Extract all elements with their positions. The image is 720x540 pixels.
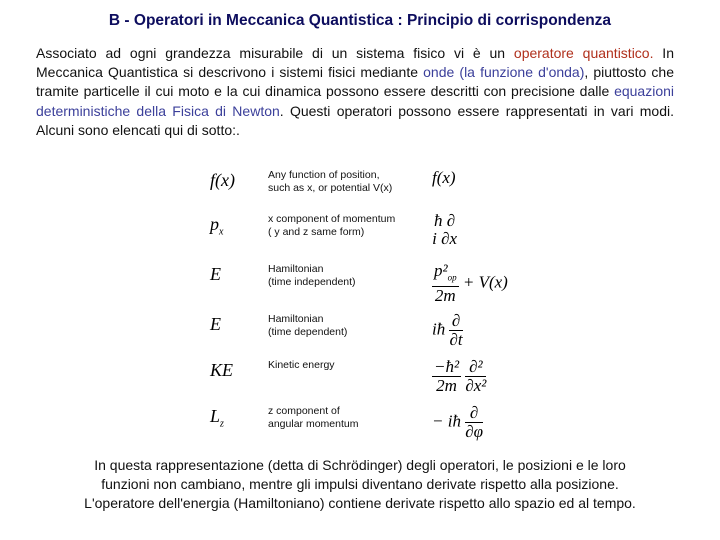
table-row	[204, 312, 504, 358]
operator-table	[204, 168, 508, 444]
symbol: E	[210, 264, 221, 284]
intro-text-3: , piuttosto che tramite particelle il cui moto e la cui dinamica possono essere descritti con precisione dalle	[36, 64, 674, 100]
operator	[432, 358, 512, 395]
operator	[432, 262, 512, 305]
table-row	[204, 358, 504, 404]
fraction	[432, 212, 457, 248]
symbol-subscript: z	[220, 418, 224, 430]
symbol-subscript: x	[219, 226, 224, 238]
denominator: ∂φ	[465, 422, 484, 441]
numerator: ħ ∂	[434, 211, 456, 230]
symbol	[210, 406, 260, 430]
description-line: Kinetic energy	[268, 359, 335, 371]
description	[268, 405, 420, 431]
highlight-newton-equations: equazioni deterministiche della Fisica di Newton	[36, 83, 674, 119]
description	[268, 263, 420, 289]
prefactor: − iħ	[432, 411, 461, 431]
potential-term: + V(x)	[462, 272, 508, 292]
symbol: KE	[210, 360, 234, 380]
fraction	[465, 404, 483, 441]
description-line: Hamiltonian	[268, 263, 324, 275]
denominator: 2m	[434, 286, 456, 306]
description-line: ( y and z same form)	[268, 226, 365, 238]
footer-line: funzioni non cambiano, mentre gli impulsi diventano derivate rispetto alla posizione.	[101, 476, 619, 492]
numerator: ∂²	[465, 358, 486, 377]
description	[268, 213, 420, 239]
prefactor: iħ	[432, 319, 446, 339]
operator: f(x)	[432, 168, 456, 187]
description-line: (time dependent)	[268, 326, 348, 338]
description-line: angular momentum	[268, 418, 359, 430]
fraction	[432, 358, 461, 395]
highlight-wave-function: (la funzione d'onda)	[459, 64, 585, 81]
intro-paragraph	[36, 44, 674, 140]
table-row	[204, 212, 504, 258]
description-line: x component of momentum	[268, 213, 396, 225]
table-row	[204, 404, 504, 450]
description	[268, 169, 420, 195]
denominator: 2m	[436, 376, 457, 395]
highlight-quantum-operator: operatore quantistico.	[513, 45, 654, 61]
intro-text-2: In Meccanica Quantistica si descrivono i sistemi fisici mediante	[36, 45, 674, 81]
symbol	[210, 214, 260, 238]
denominator: i ∂x	[432, 229, 458, 248]
fraction	[465, 358, 486, 395]
footer-line: L'operatore dell'energia (Hamiltoniano) contiene derivate rispetto allo spazio ed al tempo.	[84, 495, 636, 511]
intro-text-4: . Questi operatori possono essere rappresentati in vari modi. Alcuni sono elencati qui di sotto:.	[36, 102, 674, 138]
footer-paragraph	[36, 456, 684, 513]
description	[268, 313, 420, 339]
numerator	[432, 262, 459, 287]
description-line: (time independent)	[268, 276, 356, 288]
fraction	[449, 312, 462, 349]
numerator-text: p²	[434, 261, 448, 280]
description	[268, 359, 420, 372]
page-title: B - Operatori in Meccanica Quantistica : Principio di corrispondenza	[108, 12, 612, 29]
description-line: z component of	[268, 405, 340, 417]
description-line: Any function of position,	[268, 169, 380, 181]
description-line: Hamiltonian	[268, 313, 324, 325]
operator	[432, 404, 512, 441]
symbol: E	[210, 314, 221, 334]
numerator-subscript: op	[447, 272, 457, 283]
numerator: ∂	[449, 312, 462, 331]
intro-text-1: Associato ad ogni grandezza misurabile di un sistema fisico vi è un	[36, 45, 514, 61]
fraction	[432, 262, 459, 305]
denominator: ∂t	[449, 330, 463, 349]
operator	[432, 212, 512, 248]
table-row	[204, 168, 504, 214]
denominator: ∂x²	[465, 376, 487, 395]
symbol-base: L	[210, 406, 221, 426]
symbol-base: p	[210, 214, 219, 234]
numerator: −ħ²	[434, 357, 460, 376]
symbol: f(x)	[210, 170, 235, 190]
numerator: ∂	[465, 404, 483, 423]
operator	[432, 312, 512, 349]
table-row	[204, 261, 508, 308]
highlight-waves: onde	[423, 64, 455, 81]
footer-line: In questa rappresentazione (detta di Schrödinger) degli operatori, le posizioni e le loro	[94, 457, 626, 473]
description-line: such as x, or potential V(x)	[268, 182, 393, 194]
